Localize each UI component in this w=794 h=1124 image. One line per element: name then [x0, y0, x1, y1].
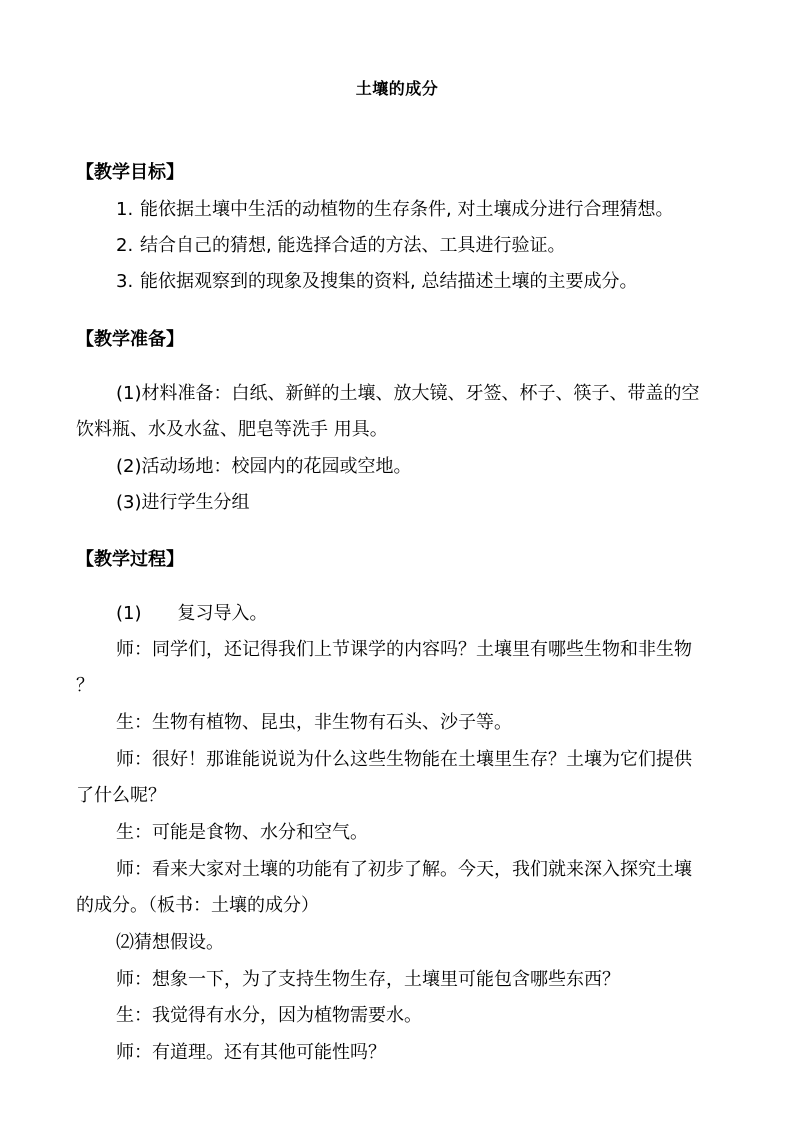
objective-item-3 — [116, 270, 637, 294]
process-line: (1) 复习导入。 — [116, 603, 268, 624]
objective-text: 能依据土壤中生活的动植物的生存条件, 对土壤成分进行合理猜想。 — [140, 199, 674, 220]
objective-text: 能依据观察到的现象及搜集的资料, 总结描述土壤的主要成分。 — [140, 271, 638, 292]
process-line: ⑵猜想假设。 — [116, 932, 224, 953]
objective-number: 1. — [116, 199, 134, 220]
objective-item-1 — [116, 198, 673, 222]
process-line: 师：想象一下，为了支持生物生存，土壤里可能包含哪些东西？ — [116, 969, 620, 990]
process-line: 师：很好！那谁能说说为什么这些生物能在土壤里生存？土壤为它们提供 — [116, 749, 692, 770]
process-line: 师：看来大家对土壤的功能有了初步了解。今天，我们就来深入探究土壤 — [116, 859, 692, 880]
process-line: 了什么呢？ — [76, 785, 166, 806]
preparation-line: 饮料瓶、水及水盆、肥皂等洗手 用具。 — [76, 419, 388, 440]
preparation-line: (2)活动场地：校园内的花园或空地。 — [116, 456, 412, 477]
objective-number: 3. — [116, 271, 134, 292]
process-line: 生：生物有植物、昆虫，非生物有石头、沙子等。 — [116, 712, 512, 733]
process-line: 生：我觉得有水分，因为植物需要水。 — [116, 1005, 422, 1026]
objectives-heading: 【教学目标】 — [76, 162, 184, 183]
preparation-heading: 【教学准备】 — [76, 329, 184, 350]
preparation-line: (3)进行学生分组 — [116, 492, 250, 513]
process-line: 师：有道理。还有其他可能性吗？ — [116, 1042, 386, 1063]
objective-item-2 — [116, 234, 565, 258]
process-line: 师：同学们，还记得我们上节课学的内容吗？土壤里有哪些生物和非生物 — [116, 639, 692, 660]
process-line: 生：可能是食物、水分和空气。 — [116, 822, 368, 843]
process-line: 的成分。（板书：土壤的成分） — [76, 895, 319, 916]
process-line: ？ — [76, 675, 94, 696]
document-title: 土壤的成分 — [355, 79, 439, 98]
objective-number: 2. — [116, 235, 134, 256]
process-heading: 【教学过程】 — [76, 549, 184, 570]
preparation-line: (1)材料准备：白纸、新鲜的土壤、放大镜、牙签、杯子、筷子、带盖的空 — [116, 383, 700, 404]
objective-text: 结合自己的猜想, 能选择合适的方法、工具进行验证。 — [140, 235, 566, 256]
